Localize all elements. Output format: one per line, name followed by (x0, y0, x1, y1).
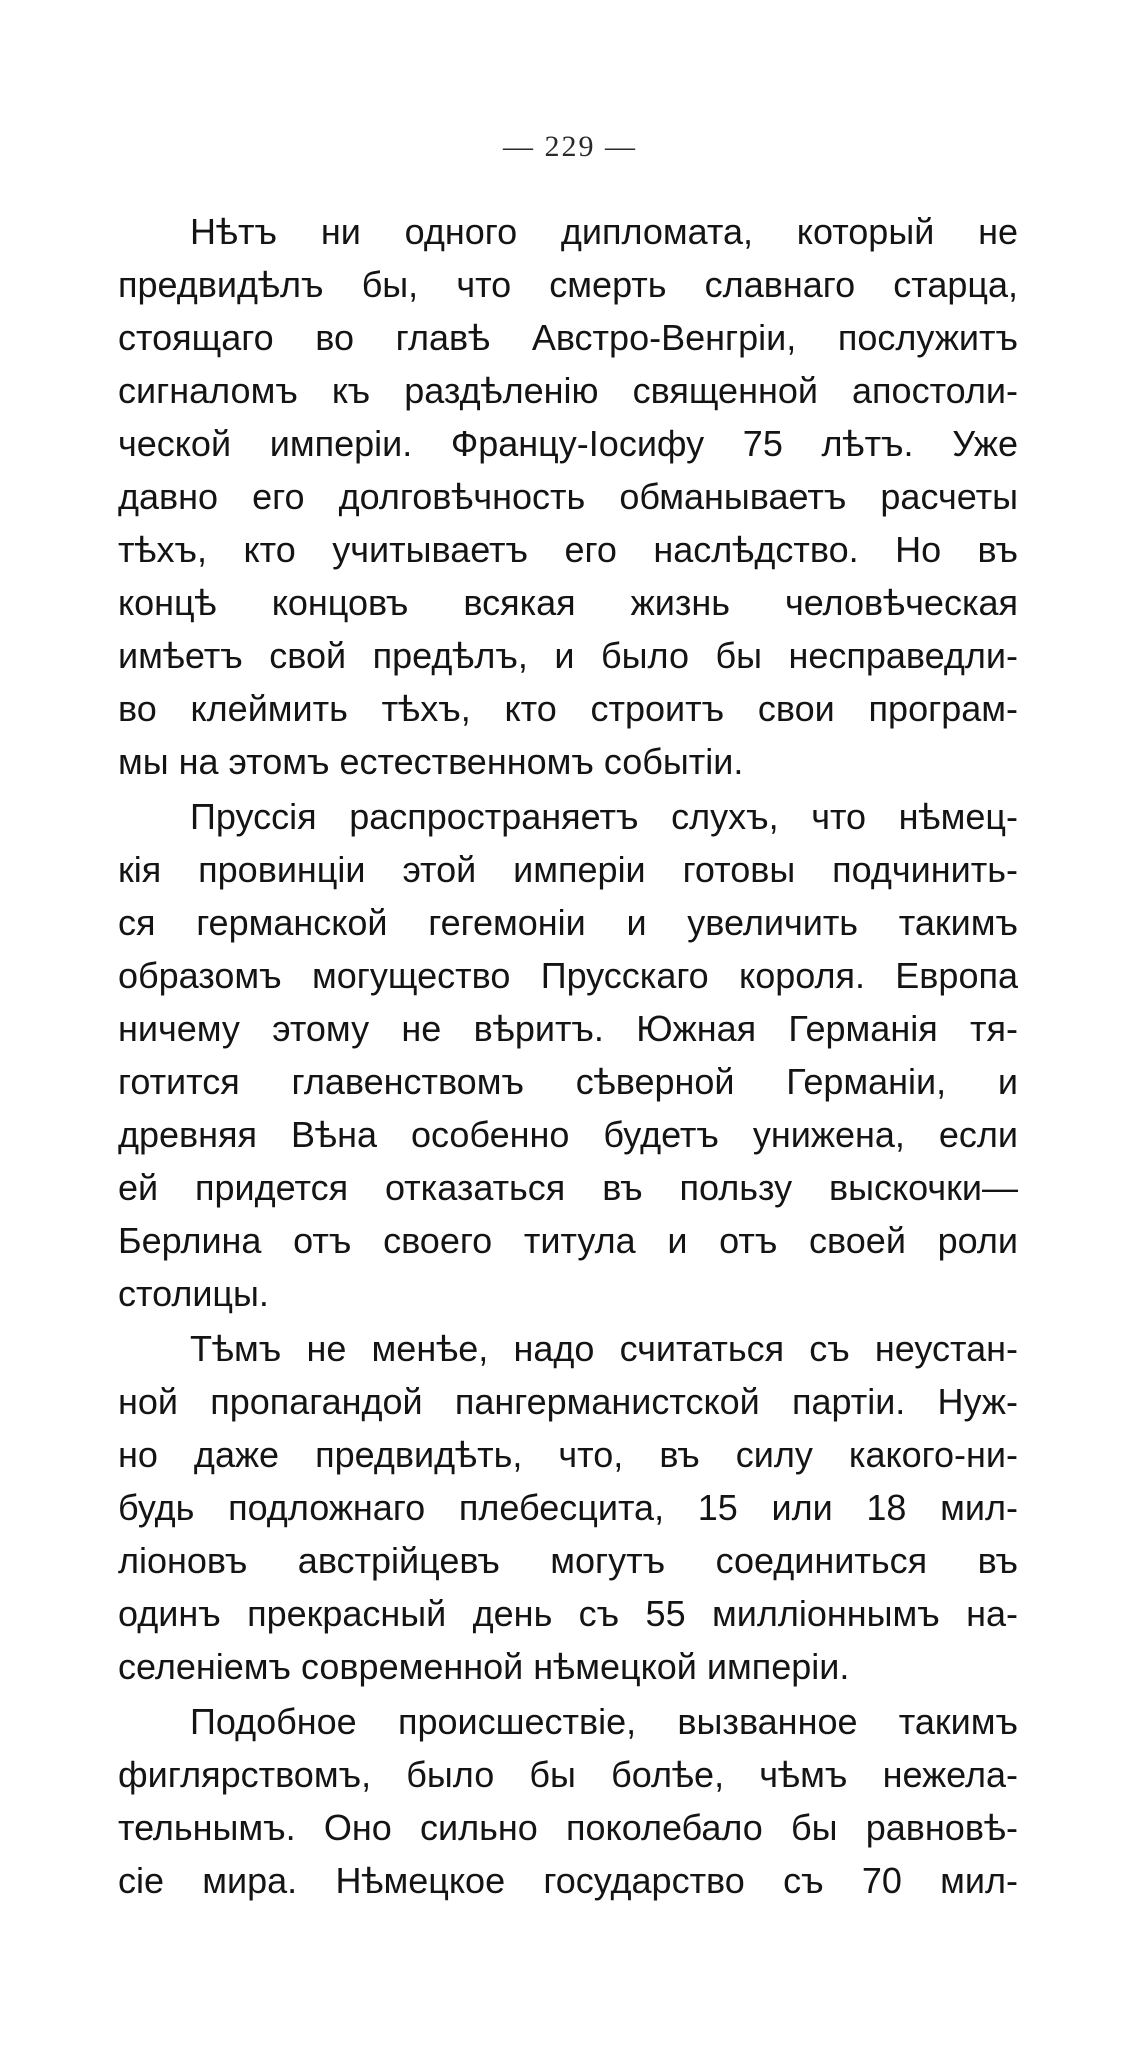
text-line: столицы. (118, 1273, 269, 1314)
text-line: мы на этомъ естественномъ событіи. (118, 741, 744, 782)
text-line: но даже предвидѣть, что, въ силу какого-ни- (118, 1434, 1018, 1475)
text-line: Пруссія распространяетъ слухъ, что нѣмец- (190, 796, 1018, 837)
text-line: фиглярствомъ, было бы болѣе, чѣмъ нежела- (118, 1754, 1018, 1795)
text-line: сигналомъ къ раздѣленію священной апостоли- (118, 370, 1018, 411)
text-line: древняя Вѣна особенно будетъ унижена, если (118, 1114, 1018, 1155)
text-line: сіе мира. Нѣмецкое государство съ 70 мил- (118, 1860, 1018, 1901)
paragraph-1 (118, 205, 1018, 788)
text-line: ей придется отказаться въ пользу выскочки— (118, 1167, 1018, 1208)
text-body (118, 205, 1018, 1909)
text-line: ся германской гегемоніи и увеличить такимъ (118, 902, 1018, 943)
text-line: ничему этому не вѣритъ. Южная Германія тя- (118, 1008, 1018, 1049)
text-line: ліоновъ австрійцевъ могутъ соединиться въ (118, 1540, 1018, 1581)
text-line: кія провинціи этой имперіи готовы подчинить- (118, 849, 1018, 890)
paragraph-4 (118, 1695, 1018, 1907)
text-line: концѣ концовъ всякая жизнь человѣческая (118, 582, 1018, 623)
text-line: Берлина отъ своего титула и отъ своей роли (118, 1220, 1018, 1261)
text-line: ной пропагандой пангерманистской партіи. Нуж- (118, 1381, 1018, 1422)
text-line: готится главенствомъ сѣверной Германіи, и (118, 1061, 1018, 1102)
text-line: имѣетъ свой предѣлъ, и было бы несправедли- (118, 635, 1018, 676)
text-line: образомъ могущество Прусскаго короля. Европа (118, 955, 1018, 996)
page-number: — 229 — (503, 130, 637, 163)
text-line: Нѣтъ ни одного дипломата, который не (190, 211, 1018, 252)
text-line: селеніемъ современной нѣмецкой имперіи. (118, 1646, 850, 1687)
paragraph-2 (118, 790, 1018, 1320)
paragraph-3 (118, 1322, 1018, 1693)
text-line: одинъ прекрасный день съ 55 милліоннымъ на- (118, 1593, 1018, 1634)
text-line: Тѣмъ не менѣе, надо считаться съ неустан- (190, 1328, 1018, 1369)
text-line: предвидѣлъ бы, что смерть славнаго старца, (118, 264, 1018, 305)
text-line: давно его долговѣчность обманываетъ расчеты (118, 476, 1018, 517)
text-line: тѣхъ, кто учитываетъ его наслѣдство. Но въ (118, 529, 1018, 570)
text-line: Подобное происшествіе, вызванное такимъ (190, 1701, 1018, 1742)
text-line: во клеймить тѣхъ, кто строитъ свои програм- (118, 688, 1018, 729)
text-line: будь подложнаго плебесцита, 15 или 18 мил- (118, 1487, 1018, 1528)
text-line: стоящаго во главѣ Австро-Венгріи, послужитъ (118, 317, 1018, 358)
text-line: тельнымъ. Оно сильно поколебало бы равновѣ- (118, 1807, 1018, 1848)
text-line: ческой имперіи. Францу-Іосифу 75 лѣтъ. Уже (118, 423, 1018, 464)
